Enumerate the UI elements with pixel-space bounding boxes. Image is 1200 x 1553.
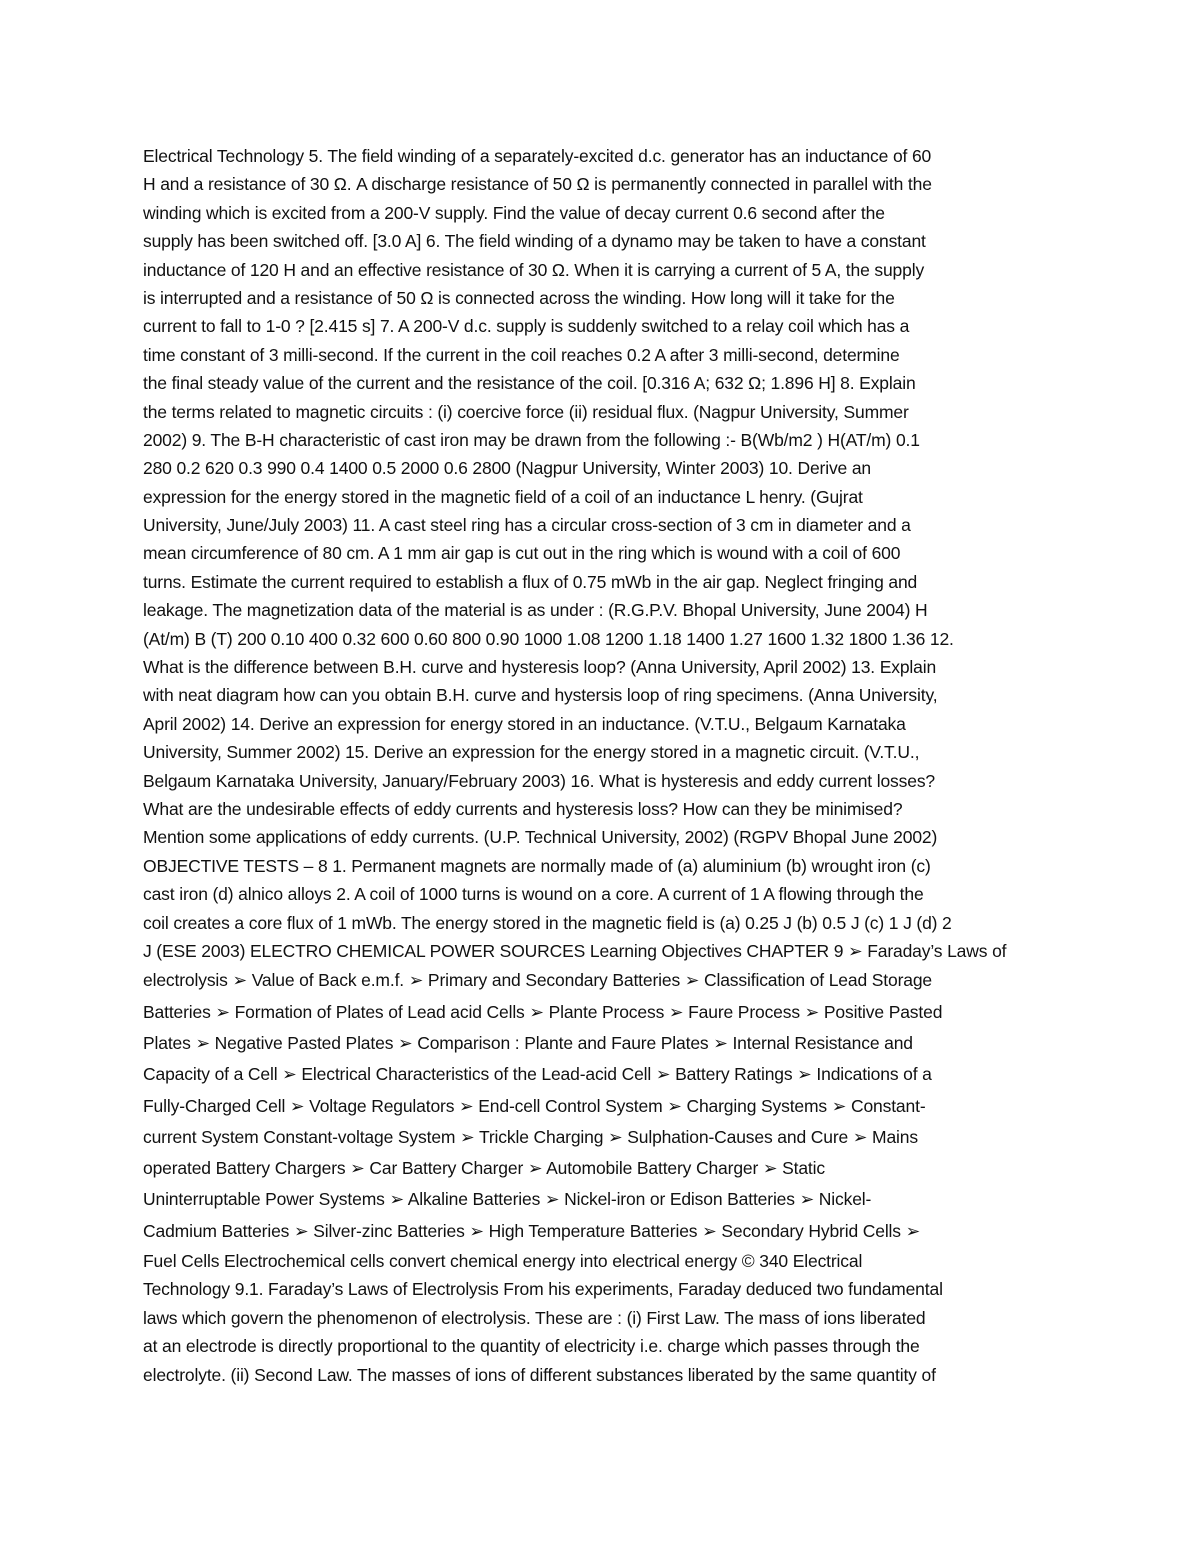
text-line: Batteries ➢ Formation of Plates of Lead acid Cells ➢ Plante Process ➢ Faure Process ➢ Positive Pasted (143, 1001, 943, 1022)
text-line: electrolyte. (ii) Second Law. The masses of ions of different substances liberated by the same quantity of (143, 1364, 936, 1385)
text-line: current System Constant-voltage System ➢ Trickle Charging ➢ Sulphation-Causes and Cure ➢ Mains (143, 1126, 918, 1147)
text-line: current to fall to 1-0 ? [2.415 s] 7. A 200-V d.c. supply is suddenly switched to a relay coil which has a (143, 316, 910, 337)
text-line: H and a resistance of 30 Ω. A discharge resistance of 50 Ω is permanently connected in parallel with the (143, 174, 932, 195)
text-line: Technology 9.1. Faraday’s Laws of Electrolysis From his experiments, Faraday deduced two fundamental (143, 1279, 943, 1300)
text-line: Cadmium Batteries ➢ Silver-zinc Batteries ➢ High Temperature Batteries ➢ Secondary Hybrid Cells ➢ (143, 1220, 921, 1241)
text-line: winding which is excited from a 200-V supply. Find the value of decay current 0.6 second after the (143, 202, 885, 223)
text-line: What are the undesirable effects of eddy currents and hysteresis loss? How can they be minimised? (143, 798, 903, 819)
text-line: inductance of 120 H and an effective resistance of 30 Ω. When it is carrying a current of 5 A, the supply (143, 259, 925, 280)
text-line: is interrupted and a resistance of 50 Ω is connected across the winding. How long will it take for the (143, 287, 895, 308)
text-line: leakage. The magnetization data of the material is as under : (R.G.P.V. Bhopal University, June 2004) H (143, 600, 928, 621)
text-line: Belgaum Karnataka University, January/February 2003) 16. What is hysteresis and eddy current losses? (143, 770, 936, 791)
text-line: electrolysis ➢ Value of Back e.m.f. ➢ Primary and Secondary Batteries ➢ Classification of Lead Storage (143, 970, 932, 991)
text-line: Fully-Charged Cell ➢ Voltage Regulators ➢ End-cell Control System ➢ Charging Systems ➢ Constant- (143, 1095, 926, 1116)
body-text (143, 142, 1063, 1389)
text-line: April 2002) 14. Derive an expression for energy stored in an inductance. (V.T.U., Belgaum Karnataka (143, 713, 906, 734)
text-line: Fuel Cells Electrochemical cells convert chemical energy into electrical energy © 340 Electrical (143, 1251, 863, 1271)
text-line: the terms related to magnetic circuits : (i) coercive force (ii) residual flux. (Nagpur University, Summer (143, 401, 909, 422)
text-line: University, Summer 2002) 15. Derive an expression for the energy stored in a magnetic circuit. (V.T.U., (143, 742, 920, 763)
text-line: 280 0.2 620 0.3 990 0.4 1400 0.5 2000 0.6 2800 (Nagpur University, Winter 2003) 10. Derive an (143, 458, 872, 479)
text-line: What is the difference between B.H. curve and hysteresis loop? (Anna University, April 2002) 13. Explain (143, 657, 937, 678)
text-line: turns. Estimate the current required to establish a flux of 0.75 mWb in the air gap. Neglect fringing and (143, 571, 918, 592)
text-line: expression for the energy stored in the magnetic field of a coil of an inductance L henry. (Gujrat (143, 486, 863, 507)
text-line: operated Battery Chargers ➢ Car Battery Charger ➢ Automobile Battery Charger ➢ Static (143, 1158, 825, 1179)
text-line: OBJECTIVE TESTS – 8 1. Permanent magnets are normally made of (a) aluminium (b) wrought iron (c) (143, 855, 931, 876)
text-line: 2002) 9. The B-H characteristic of cast iron may be drawn from the following :- B(Wb/m2 ) H(AT/m) 0.1 (143, 429, 920, 450)
text-line: time constant of 3 milli-second. If the current in the coil reaches 0.2 A after 3 milli-second, determine (143, 344, 900, 365)
text-line: Electrical Technology 5. The field winding of a separately-excited d.c. generator has an inductance of 60 (143, 146, 932, 166)
text-line: with neat diagram how can you obtain B.H. curve and hystersis loop of ring specimens. (Anna University, (143, 685, 938, 706)
text-line: J (ESE 2003) ELECTRO CHEMICAL POWER SOURCES Learning Objectives CHAPTER 9 ➢ Faraday’s Laws of (143, 940, 1007, 961)
text-line: Uninterruptable Power Systems ➢ Alkaline Batteries ➢ Nickel-iron or Edison Batteries ➢ Nickel- (143, 1189, 872, 1210)
text-line: mean circumference of 80 cm. A 1 mm air gap is cut out in the ring which is wound with a coil of 600 (143, 543, 901, 564)
text-line: Capacity of a Cell ➢ Electrical Characteristics of the Lead-acid Cell ➢ Battery Ratings ➢ Indications of a (143, 1064, 932, 1085)
text-line: the final steady value of the current and the resistance of the coil. [0.316 A; 632 Ω; 1.896 H] 8. Explain (143, 373, 916, 394)
text-line: Mention some applications of eddy currents. (U.P. Technical University, 2002) (RGPV Bhopal June 2002) (143, 827, 938, 848)
text-line: at an electrode is directly proportional to the quantity of electricity i.e. charge which passes through the (143, 1336, 920, 1357)
text-line: laws which govern the phenomenon of electrolysis. These are : (i) First Law. The mass of ions liberated (143, 1307, 926, 1328)
text-line: coil creates a core flux of 1 mWb. The energy stored in the magnetic field is (a) 0.25 J (b) 0.5 J (c) 1 J (d) 2 (143, 912, 952, 933)
text-line: (At/m) B (T) 200 0.10 400 0.32 600 0.60 800 0.90 1000 1.08 1200 1.18 1400 1.27 1600 1.32 1800 1.36 12. (143, 628, 954, 649)
text-line: supply has been switched off. [3.0 A] 6. The field winding of a dynamo may be taken to have a constant (143, 231, 926, 252)
text-line: Plates ➢ Negative Pasted Plates ➢ Comparison : Plante and Faure Plates ➢ Internal Resistance and (143, 1032, 913, 1053)
text-line: cast iron (d) alnico alloys 2. A coil of 1000 turns is wound on a core. A current of 1 A flowing through the (143, 884, 924, 905)
text-line: University, June/July 2003) 11. A cast steel ring has a circular cross-section of 3 cm in diameter and a (143, 515, 911, 536)
